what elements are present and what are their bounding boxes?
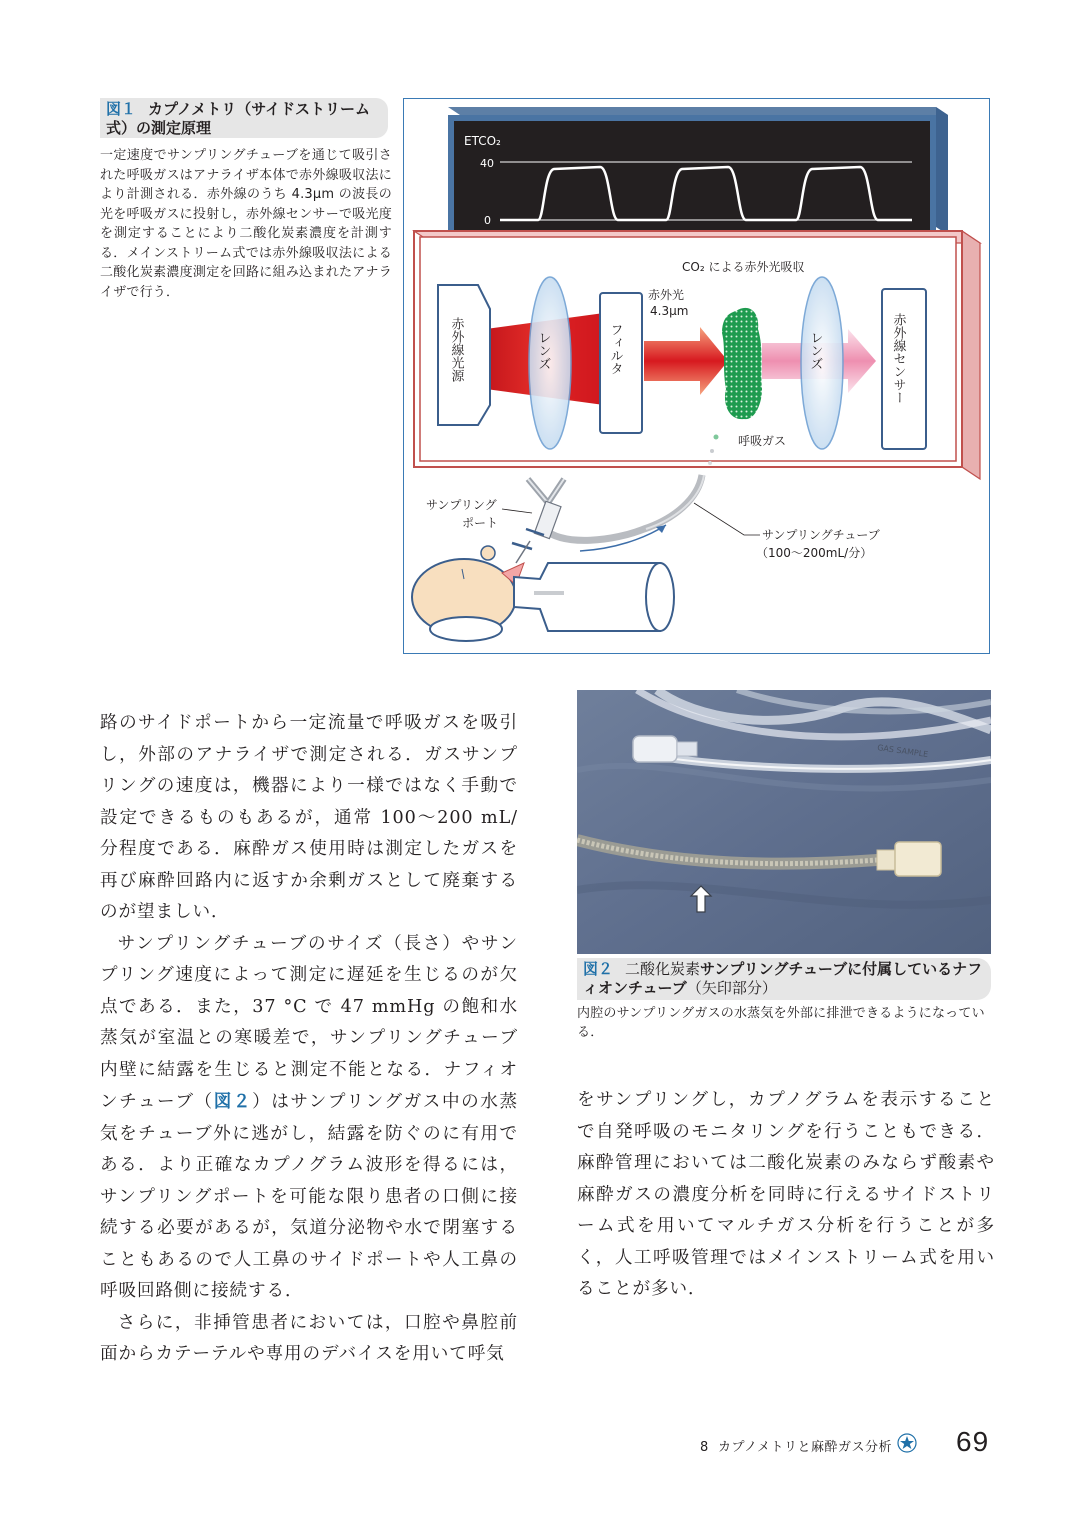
- sampling-tube-label-2: （100～200mL/分）: [756, 546, 873, 560]
- ir-source-label: 赤外線光源: [448, 317, 464, 382]
- ir-sensor-label: 赤外線センサー: [890, 313, 906, 404]
- figure1-title: カプノメトリ（サイドストリーム式）の測定原理: [106, 100, 371, 137]
- body-right-column: [577, 1085, 995, 1306]
- sampling-port: [512, 479, 564, 563]
- wavelength-label: 4.3μm: [650, 304, 689, 318]
- figure2-title-bold: サンプリングチューブに付属しているナフィオンチューブ: [583, 960, 983, 997]
- figure2-number: 図２: [583, 960, 614, 978]
- co2-absorption-label: CO₂ による赤外光吸収: [682, 260, 805, 274]
- filter-label: フィルタ: [607, 323, 623, 375]
- breath-gas-label: 呼吸ガス: [738, 434, 787, 448]
- tube-print: GAS SAMPLE: [876, 743, 929, 760]
- sampling-tube: [544, 475, 702, 540]
- tick-40: 40: [480, 157, 494, 170]
- tick-0: 0: [484, 214, 491, 227]
- body-right-paragraph: をサンプリングし，カプノグラムを表示することで自発呼吸のモニタリングを行うこともできる．麻酔管理においては二酸化炭素のみならず酸素や麻酔ガスの濃度分析を同時に行えるサイドストリーム式を用いてマルチガス分析を行うことが多く，人工呼吸管理ではメインストリーム式を用いることが多い．: [577, 1090, 995, 1299]
- figure2-caption-header: [577, 958, 991, 1000]
- chapter-title: カプノメトリと麻酔ガス分析: [718, 1440, 892, 1455]
- patient-illustration: [412, 546, 674, 641]
- figure1-diagram: [403, 98, 990, 654]
- etco2-monitor: [448, 107, 948, 235]
- etco2-label: ETCO₂: [464, 134, 501, 148]
- body-paragraph-2b: ）はサンプリングガス中の水蒸気をチューブ外に逃がし，結露を防ぐのに有用である．より正確なカプノグラム波形を得るには，サンプリングポートを可能な限り患者の口側に接続する必要があるが，気道分泌物や水で閉塞することもあるので人工鼻のサイドポートや人工鼻の呼吸回路側に接続する．: [100, 1092, 518, 1301]
- body-paragraph-3: さらに，非挿管患者においては，口腔や鼻腔前面からカテーテルや専用のデバイスを用いて呼気: [100, 1312, 518, 1364]
- lens-2-label: レンズ: [807, 331, 823, 370]
- ir-light-label: 赤外光: [648, 288, 685, 302]
- ir-sensor: [882, 289, 926, 449]
- figure2-reference: 図２: [213, 1091, 253, 1112]
- figure2-title-plain: 二酸化炭素: [625, 960, 701, 978]
- sampling-tube-label-1: サンプリングチューブ: [762, 528, 880, 542]
- body-paragraph-2: [100, 929, 518, 1308]
- figure1-number: 図１: [106, 100, 137, 118]
- sampling-port-label-1: サンプリング: [426, 498, 497, 512]
- figure2-title-tail: （矢印部分）: [686, 979, 777, 997]
- sampling-port-label-2: ポート: [462, 516, 499, 530]
- ir-light-source: [438, 285, 490, 425]
- filter: [600, 293, 642, 433]
- body-paragraph-2a: サンプリングチューブのサイズ（長さ）やサンプリング速度によって測定に遅延を生じるのが欠点である．また，37 °C で 47 mmHg の飽和水蒸気が室温との寒暖差で，サンプリングチューブ内壁に結露を生じると測定不能となる．ナフィオンチューブ（: [100, 933, 518, 1112]
- chapter-number: 8: [700, 1440, 709, 1455]
- star-emblem-icon: [897, 1433, 917, 1453]
- figure1-description: 一定速度でサンプリングチューブを通じて吸引された呼吸ガスはアナライザ本体で赤外線吸収法により計測される．赤外線のうち 4.3μm の波長の光を呼吸ガスに投射し，赤外線センサーで吸光度を測定することにより二酸化炭素濃度を計測する．メインストリーム式では赤外線吸収法による二酸化炭素濃度測定を回路に組み込まれたアナライザで行う．: [100, 148, 392, 300]
- body-paragraph-1: 路のサイドポートから一定流量で呼吸ガスを吸引し，外部のアナライザで測定される．ガスサンプリングの速度は，機器により一様ではなく手動で設定できるものもあるが，通常 100～200 mL/分程度である．麻酔ガス使用時は測定したガスを再び麻酔回路内に返すか余剰ガスとして廃棄するのが望ましい．: [100, 713, 518, 922]
- figure2-photo: [577, 690, 991, 954]
- footer-chapter: [700, 1436, 892, 1455]
- lens-1: [529, 277, 571, 449]
- figure1-caption-header: [100, 98, 388, 138]
- page-number: 69: [956, 1426, 990, 1457]
- lens-2: [801, 277, 843, 449]
- figure2-description: 内腔のサンプリングガスの水蒸気を外部に排泄できるようになっている．: [577, 1006, 985, 1040]
- lens-1-label: レンズ: [535, 331, 551, 370]
- body-left-column: [100, 708, 518, 1371]
